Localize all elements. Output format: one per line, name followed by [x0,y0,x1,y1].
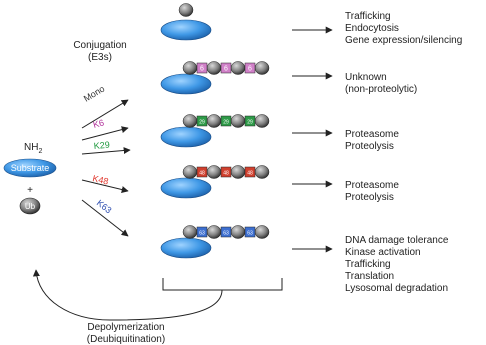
plus-sign: + [27,185,33,196]
conjugate-row-k48 [161,166,269,199]
depolymerization-group [36,270,282,345]
ubiquitin-ball [207,115,221,128]
conjugation-title: Conjugation [73,40,127,51]
ubiquitin-ball [231,166,245,179]
outcome-line: Trafficking [345,259,391,270]
arrow-label-k29: K29 [93,139,111,151]
ubiquitin-ball [207,226,221,239]
substrate-ellipse [161,74,211,94]
substrate-label: Substrate [10,163,50,173]
outcome-line: Proteolysis [345,192,394,203]
outcome-text-k48 [345,180,399,203]
substrate-ellipse [161,238,211,258]
arrow-mono [82,100,128,128]
linkage-label: 63 [199,230,205,237]
arrow-label-k6: K6 [91,117,106,130]
ubiquitin-ball [255,115,269,128]
linkage-label: 29 [199,119,205,126]
outcome-text-k29 [345,129,399,152]
arrow-label-k48: K48 [91,173,110,187]
conjugation-label [73,40,126,63]
ubiquitin-ball [183,226,197,239]
linkage-label: 48 [199,170,205,177]
depolymerization-title: Depolymerization [87,322,165,333]
ubiquitin-ball [183,62,197,75]
substrate-group [4,142,56,214]
conjugate-row-k6 [161,62,269,95]
conjugate-row-mono [161,4,211,41]
ub-label: Ub [24,202,36,211]
linkage-label: 6 [200,65,204,73]
ubiquitin-ball [231,226,245,239]
linkage-label: 48 [223,170,229,177]
conjugate-row-k29 [161,115,269,148]
arrow-k29 [82,150,130,154]
outcome-line: Translation [345,271,395,282]
substrate-ellipse [161,178,211,198]
substrate-ellipse [161,127,211,147]
linkage-label: 6 [248,65,252,73]
conjugation-subtitle: (E3s) [88,52,112,63]
outcome-line: Kinase activation [345,247,421,258]
linkage-label: 6 [224,65,228,73]
ubiquitin-ball [207,62,221,75]
conjugate-rows [161,4,269,259]
ubiquitin-ball [231,62,245,75]
ubiquitin-ball [183,115,197,128]
outcome-text-mono [345,11,462,46]
conjugation-arrows [82,84,130,236]
outcome-line: Proteasome [345,180,399,191]
ubiquitin-ball [255,226,269,239]
arrow-k6 [82,128,128,140]
ubiquitin-ball [255,166,269,179]
outcome-text-k6 [345,72,417,95]
nh2-label: $NH_2$ [24,142,43,155]
outcome-line: DNA damage tolerance [345,235,449,246]
depolymerization-arrow [36,270,222,320]
arrow-label-k63: K63 [94,197,114,216]
linkage-label: 48 [247,170,253,177]
conjugate-row-k63 [161,226,269,259]
outcome-text-k63 [345,235,449,294]
outcome-line: Endocytosis [345,23,399,34]
linkage-label: 29 [223,119,229,126]
outcome-line: (non-proteolytic) [345,84,418,95]
linkage-label: 63 [223,230,229,237]
outcome-line: Proteolysis [345,141,394,152]
linkage-label: 63 [247,230,253,237]
ubiquitin-ball [179,4,193,17]
linkage-label: 29 [247,119,253,126]
ubiquitin-ball [255,62,269,75]
outcome-line: Gene expression/silencing [345,35,463,46]
substrate-ellipse [161,20,211,40]
outcome-line: Trafficking [345,11,391,22]
arrow-label-mono: Mono [81,83,107,104]
depolymerization-subtitle: (Deubiquitination) [86,334,166,345]
outcomes [292,11,462,294]
outcome-line: Unknown [345,72,387,83]
outcome-line: Lysosomal degradation [345,283,449,294]
ubiquitin-ball [231,115,245,128]
bracket [163,278,282,290]
outcome-line: Proteasome [345,129,399,140]
ubiquitin-ball [207,166,221,179]
ubiquitin-ball [183,166,197,179]
